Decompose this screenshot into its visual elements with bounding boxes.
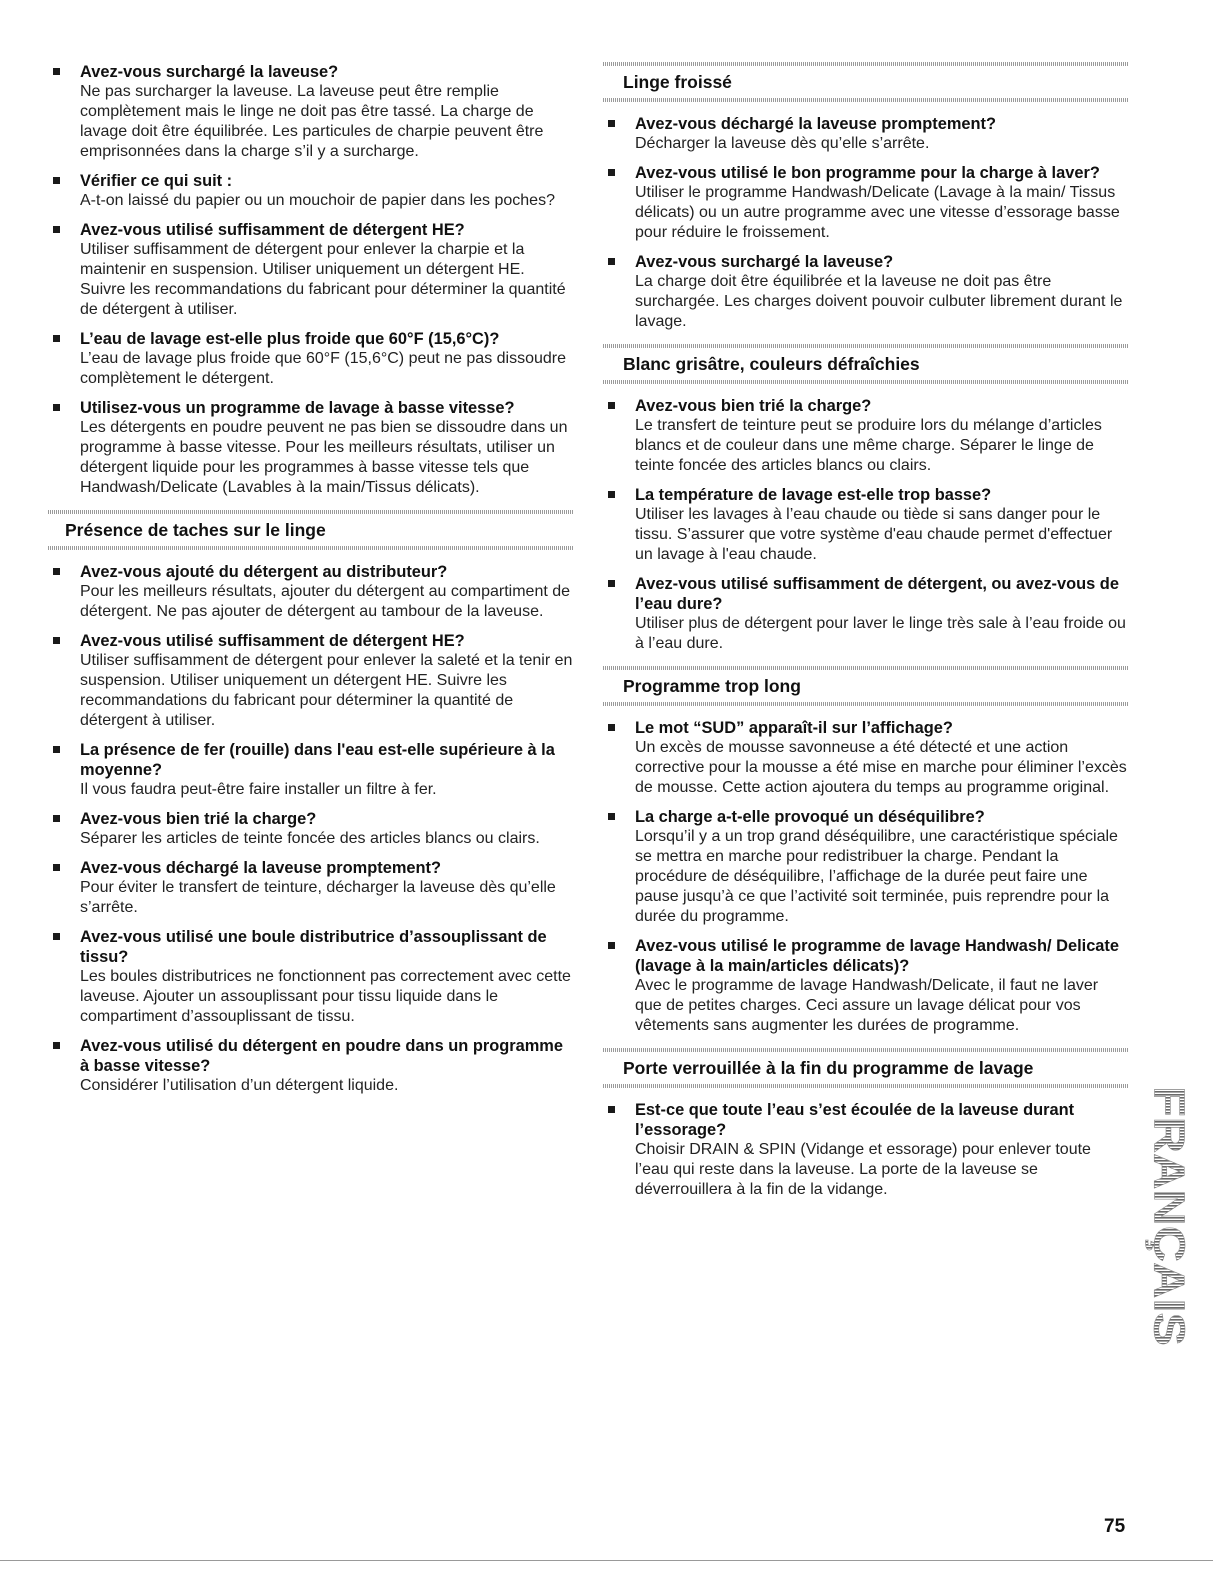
bullet-icon xyxy=(53,1042,60,1049)
list-item xyxy=(48,809,573,849)
answer: A-t-on laissé du papier ou un mouchoir de papier dans les poches? xyxy=(80,192,555,209)
question: Avez-vous ajouté du détergent au distributeur? xyxy=(80,563,448,581)
section-header xyxy=(603,344,1129,384)
section-title: Porte verrouillée à la fin du programme de lavage xyxy=(623,1058,1034,1078)
bullet-icon xyxy=(53,568,60,575)
answer: Pour éviter le transfert de teinture, décharger la laveuse dès qu’elle s’arrête. xyxy=(80,879,556,916)
question: Avez-vous déchargé la laveuse promptement? xyxy=(635,115,997,133)
question: Avez-vous surchargé la laveuse? xyxy=(80,63,339,81)
bullet-icon xyxy=(608,580,615,587)
answer: Choisir DRAIN & SPIN (Vidange et essorage) pour enlever toute l’eau qui reste dans la laveuse. La porte de la laveuse se déverrouillera à la fin de la vidange. xyxy=(635,1141,1091,1198)
bullet-icon xyxy=(53,226,60,233)
bullet-icon xyxy=(608,120,615,127)
bullet-icon xyxy=(53,933,60,940)
dotted-rule xyxy=(603,98,1129,102)
dotted-rule xyxy=(603,380,1129,384)
bullet-icon xyxy=(53,637,60,644)
list-item xyxy=(603,485,1129,565)
list-item xyxy=(603,163,1129,243)
list-item xyxy=(48,171,573,211)
list-item xyxy=(48,740,573,800)
bullet-icon xyxy=(608,724,615,731)
question: L’eau de lavage est-elle plus froide que 60°F (15,6°C)? xyxy=(80,330,500,348)
list-item xyxy=(603,114,1129,154)
dotted-rule xyxy=(48,546,573,550)
section-header xyxy=(48,510,573,550)
right-column xyxy=(603,62,1129,1209)
bullet-icon xyxy=(53,864,60,871)
question: Avez-vous utilisé suffisamment de détergent, ou avez-vous de l’eau dure? xyxy=(635,575,1119,613)
section-title: Programme trop long xyxy=(623,676,801,696)
answer: Un excès de mousse savonneuse a été détecté et une action corrective pour la mousse a été mise en marche pour éliminer l’excès de mousse. Cette action ajoutera du temps au programme original. xyxy=(635,739,1127,796)
bullet-icon xyxy=(53,815,60,822)
dotted-rule xyxy=(603,1084,1129,1088)
list-item xyxy=(48,927,573,1027)
bullet-icon xyxy=(608,1106,615,1113)
question: Avez-vous utilisé le bon programme pour la charge à laver? xyxy=(635,164,1100,182)
question: Avez-vous bien trié la charge? xyxy=(635,397,872,415)
question: Avez-vous déchargé la laveuse promptement? xyxy=(80,859,442,877)
answer: Pour les meilleurs résultats, ajouter du détergent au compartiment de détergent. Ne pas ajouter de détergent au tambour de la laveuse. xyxy=(80,583,571,620)
dotted-rule xyxy=(603,702,1129,706)
list-item xyxy=(603,718,1129,798)
section-title: Présence de taches sur le linge xyxy=(65,520,326,540)
section-title: Linge froissé xyxy=(623,72,732,92)
answer: Le transfert de teinture peut se produire lors du mélange d’articles blancs et de couleur dans une même charge. Séparer le linge de teinte foncée des articles blancs ou clairs. xyxy=(635,417,1102,474)
answer: Il vous faudra peut-être faire installer un filtre à fer. xyxy=(80,781,437,798)
question: Avez-vous utilisé une boule distributrice d’assouplissant de tissu? xyxy=(80,928,547,966)
answer: Les boules distributrices ne fonctionnent pas correctement avec cette laveuse. Ajouter un assouplissant pour tissu liquide dans le compartiment d’assouplissant de tissu. xyxy=(80,968,571,1025)
answer: Utiliser les lavages à l’eau chaude ou tiède si sans danger pour le tissu. S’assurer que votre système d'eau chaude permet d'effectuer un lavage à l'eau chaude. xyxy=(635,506,1113,563)
list-item xyxy=(603,807,1129,927)
answer: Utiliser suffisamment de détergent pour enlever la saleté et la tenir en suspension. Utiliser uniquement un détergent HE. Suivre les recommandations du fabricant pour déterminer la quantité de détergent à utiliser. xyxy=(80,652,573,729)
answer: Séparer les articles de teinte foncée des articles blancs ou clairs. xyxy=(80,830,540,847)
bullet-icon xyxy=(53,335,60,342)
question: La charge a-t-elle provoqué un déséquilibre? xyxy=(635,808,985,826)
answer: Les détergents en poudre peuvent ne pas bien se dissoudre dans un programme à basse vitesse. Pour les meilleurs résultats, utiliser un détergent liquide pour les programmes à basse vitesse tels que Handwash/Delicate (Lavables à la main/Tissus délicats). xyxy=(80,419,568,496)
language-side-tab xyxy=(1144,1082,1194,1350)
list-item xyxy=(603,1100,1129,1200)
answer: Utiliser plus de détergent pour laver le linge très sale à l’eau froide ou à l’eau dure. xyxy=(635,615,1126,652)
answer: Lorsqu’il y a un trop grand déséquilibre, une caractéristique spéciale se mettra en marche pour redistribuer la charge. Pendant la procédure de déséquilibre, l’affichage de la durée peut faire une pause jusqu’à ce que l’activité soit terminée, puis reprendre pour la durée du programme. xyxy=(635,828,1118,925)
left-column xyxy=(48,62,573,1105)
answer: Utiliser le programme Handwash/Delicate (Lavage à la main/ Tissus délicats) ou un autre programme avec une vitesse d’essorage basse pour réduire le froissement. xyxy=(635,184,1120,241)
list-item xyxy=(48,220,573,320)
bullet-icon xyxy=(608,169,615,176)
question: Avez-vous utilisé du détergent en poudre dans un programme à basse vitesse? xyxy=(80,1037,563,1075)
bullet-icon xyxy=(608,491,615,498)
side-tab-text: FRANÇAIS xyxy=(1144,1086,1194,1314)
bullet-icon xyxy=(53,177,60,184)
question: Vérifier ce qui suit : xyxy=(80,172,233,190)
question: Utilisez-vous un programme de lavage à basse vitesse? xyxy=(80,399,515,417)
section-title: Blanc grisâtre, couleurs défraîchies xyxy=(623,354,920,374)
answer: La charge doit être équilibrée et la laveuse ne doit pas être surchargée. Les charges doivent pouvoir culbuter librement durant le lavage. xyxy=(635,273,1123,330)
answer: L’eau de lavage plus froide que 60°F (15,6°C) peut ne pas dissoudre complètement le détergent. xyxy=(80,350,567,387)
list-item xyxy=(48,329,573,389)
section-header xyxy=(603,1048,1129,1088)
list-item xyxy=(48,1036,573,1096)
bullet-icon xyxy=(608,813,615,820)
question: Le mot “SUD” apparaît-il sur l’affichage? xyxy=(635,719,953,737)
list-item xyxy=(48,398,573,498)
page-number: 75 xyxy=(1104,1516,1126,1537)
question: La température de lavage est-elle trop basse? xyxy=(635,486,992,504)
bullet-icon xyxy=(608,258,615,265)
list-item xyxy=(48,62,573,162)
question: Avez-vous utilisé suffisamment de détergent HE? xyxy=(80,632,465,650)
answer: Utiliser suffisamment de détergent pour enlever la charpie et la maintenir en suspension. Utiliser uniquement un détergent HE. Suivre les recommandations du fabricant pour déterminer la quantité de détergent à utiliser. xyxy=(80,241,566,318)
question: Avez-vous surchargé la laveuse? xyxy=(635,253,894,271)
question: Avez-vous utilisé le programme de lavage Handwash/ Delicate (lavage à la main/articles délicats)? xyxy=(635,937,1119,975)
list-item xyxy=(48,858,573,918)
question: Avez-vous utilisé suffisamment de détergent HE? xyxy=(80,221,465,239)
question: La présence de fer (rouille) dans l'eau est-elle supérieure à la moyenne? xyxy=(80,741,555,779)
answer: Ne pas surcharger la laveuse. La laveuse peut être remplie complètement mais le linge ne doit pas être tassé. La charge de lavage doit être équilibrée. Les particules de charpie peuvent être emprisonnées dans la charge s’il y a surcharge. xyxy=(80,83,544,160)
section-header xyxy=(603,62,1129,102)
list-item xyxy=(48,631,573,731)
bullet-icon xyxy=(53,68,60,75)
list-item xyxy=(603,936,1129,1036)
section-header xyxy=(603,666,1129,706)
answer: Décharger la laveuse dès qu’elle s’arrête. xyxy=(635,135,930,152)
bullet-icon xyxy=(53,404,60,411)
answer: Avec le programme de lavage Handwash/Delicate, il faut ne laver que de petites charges. Ceci assure un lavage délicat pour vos vêtements sans augmenter les durées de programme. xyxy=(635,977,1099,1034)
footer-rule xyxy=(0,1560,1213,1561)
question: Est-ce que toute l’eau s’est écoulée de la laveuse durant l’essorage? xyxy=(635,1101,1075,1139)
list-item xyxy=(603,574,1129,654)
bullet-icon xyxy=(608,942,615,949)
question: Avez-vous bien trié la charge? xyxy=(80,810,317,828)
list-item xyxy=(48,562,573,622)
list-item xyxy=(603,396,1129,476)
answer: Considérer l’utilisation d’un détergent liquide. xyxy=(80,1077,399,1094)
bullet-icon xyxy=(608,402,615,409)
list-item xyxy=(603,252,1129,332)
bullet-icon xyxy=(53,746,60,753)
